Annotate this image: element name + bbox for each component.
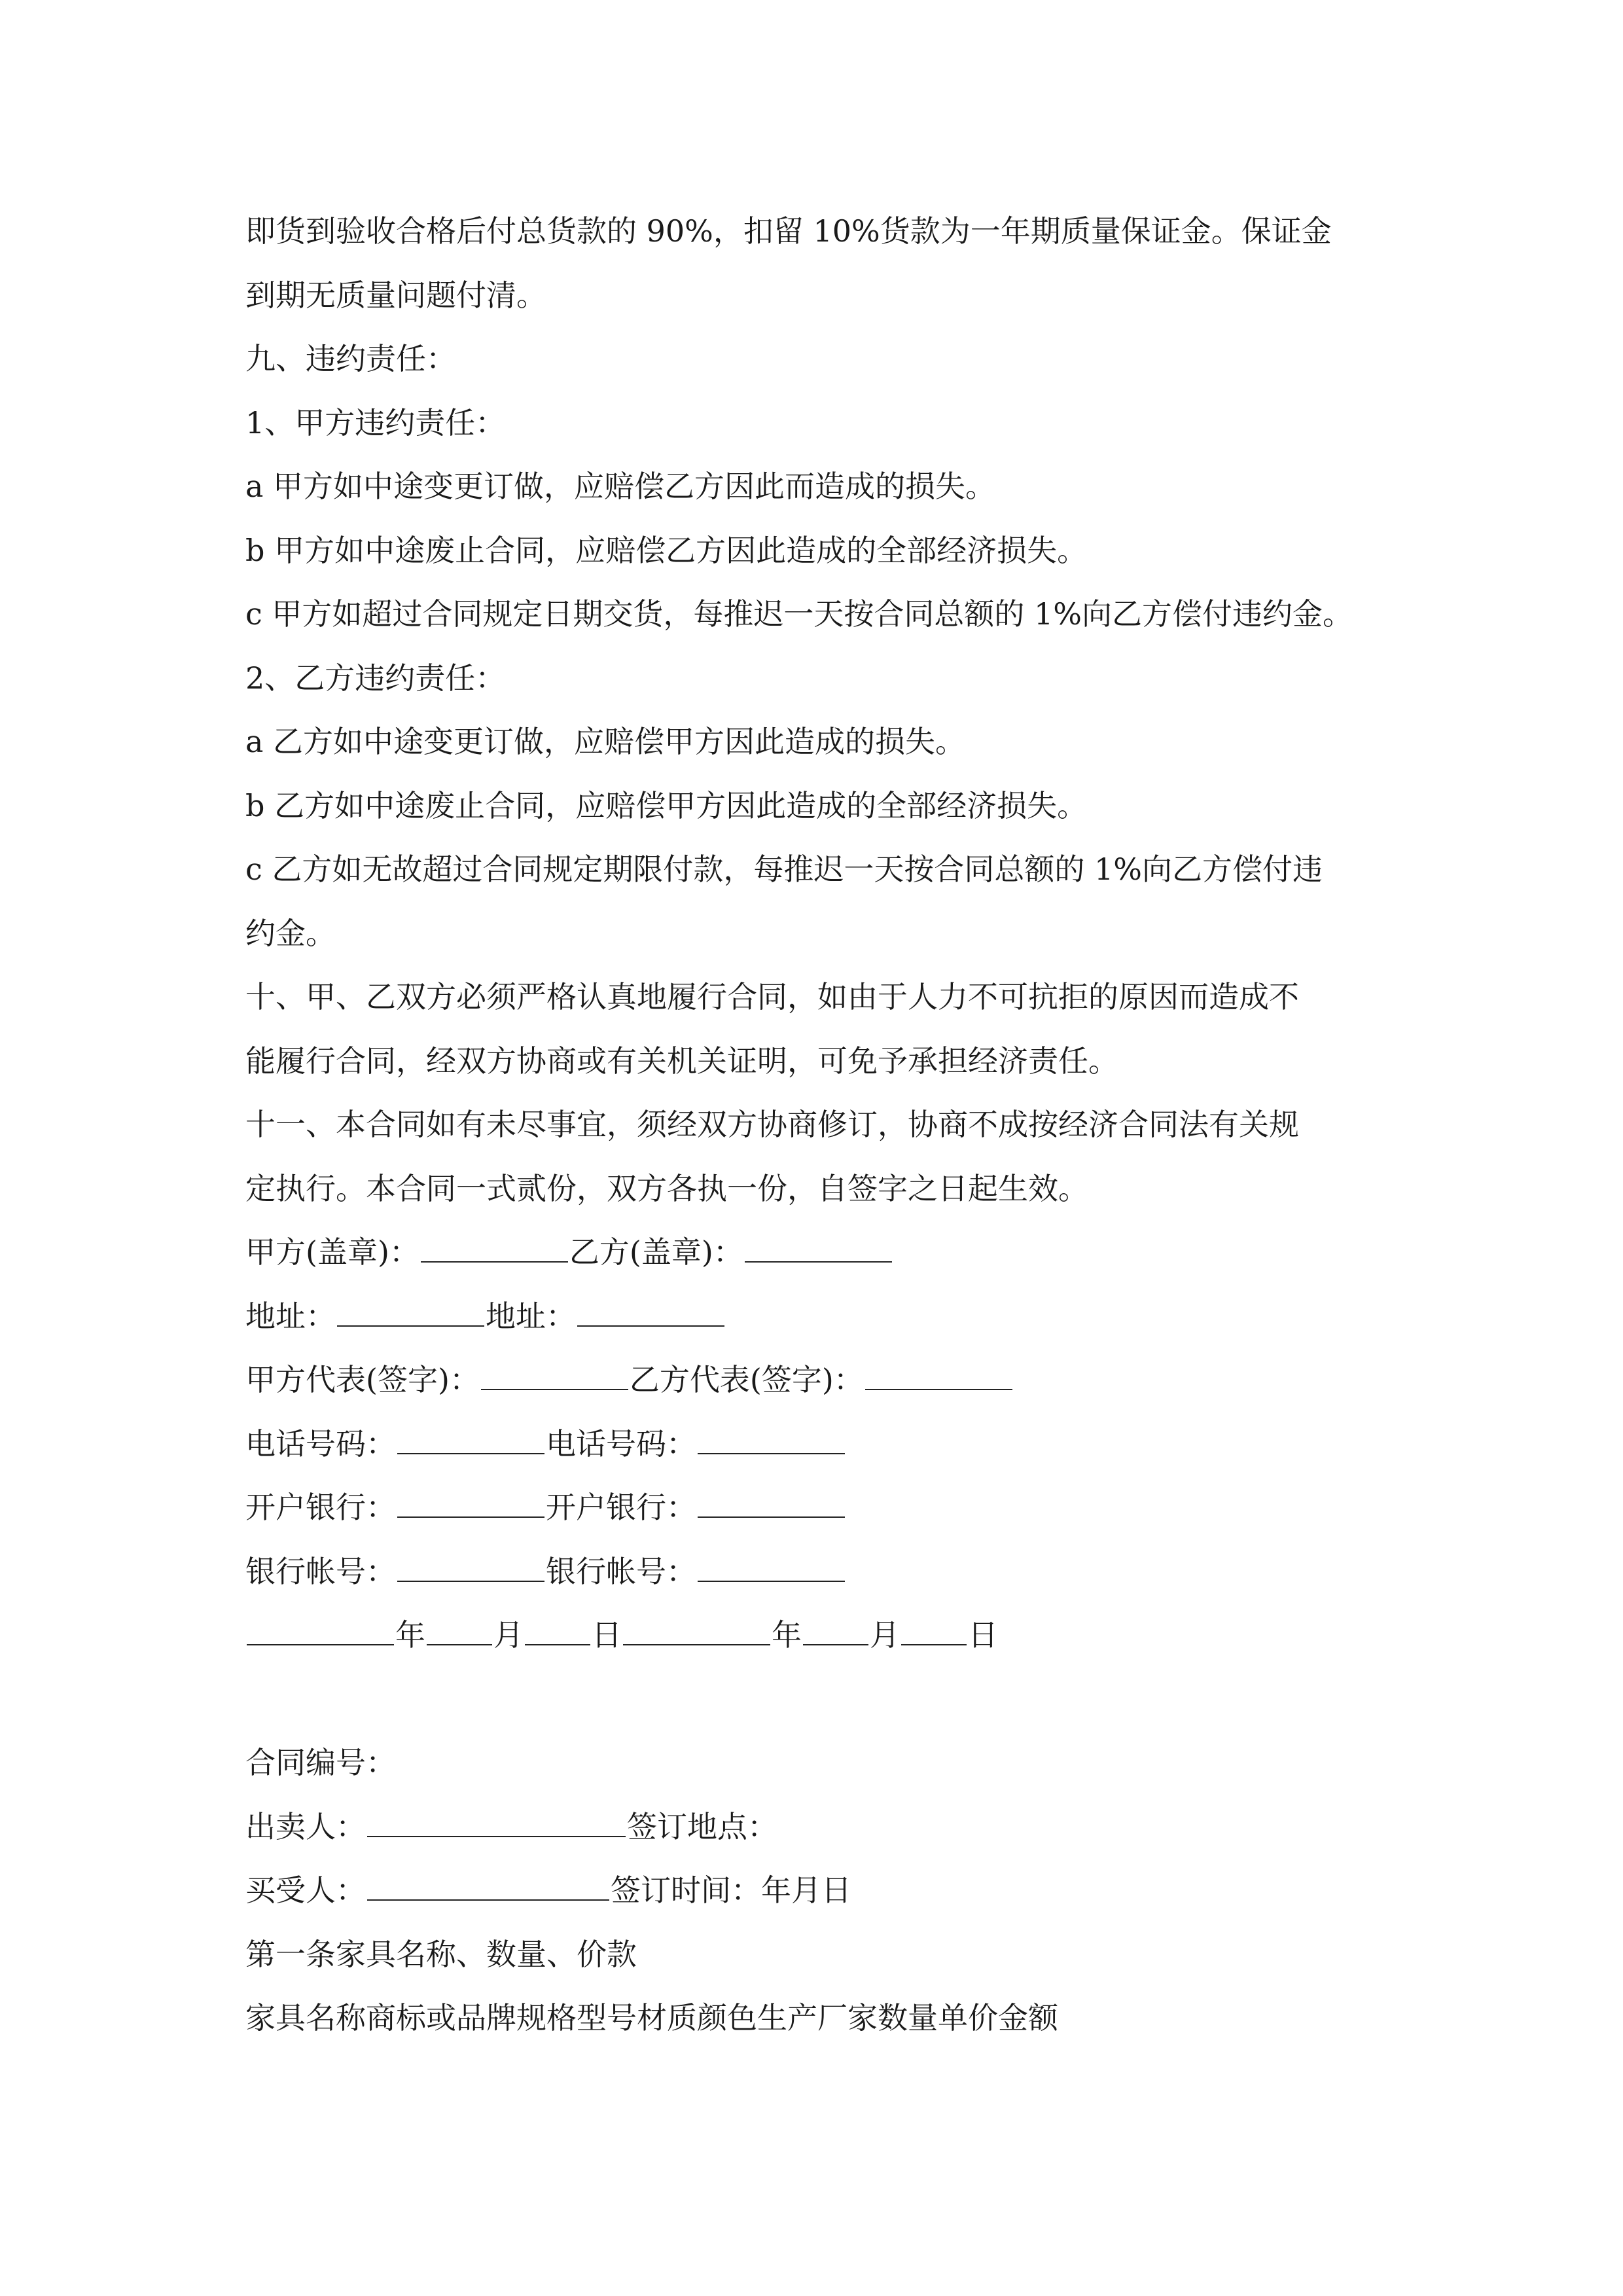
party-a-seal-blank[interactable] xyxy=(421,1232,568,1263)
party-b-seal-label: 乙方(盖章)： xyxy=(569,1234,743,1270)
sign-place-label: 签订地点： xyxy=(627,1808,777,1844)
furniture-table-headers: 家具名称商标或品牌规格型号材质颜色生产厂家数量单价金额 xyxy=(245,2000,1058,2036)
force-majeure-line-1: 十、甲、乙双方必须严格认真地履行合同，如由于人力不可抗拒的原因而造成不 xyxy=(245,979,1299,1014)
section-spacer xyxy=(245,1668,1397,1732)
rep-b-label: 乙方代表(签字)： xyxy=(629,1362,864,1397)
address-a-label: 地址： xyxy=(245,1298,336,1334)
account-a-label: 银行帐号： xyxy=(245,1553,396,1589)
month-b-label: 月 xyxy=(870,1617,900,1653)
month-b-blank[interactable] xyxy=(803,1615,868,1645)
day-b-blank[interactable] xyxy=(901,1615,967,1645)
party-a-seal-label: 甲方(盖章)： xyxy=(245,1234,419,1270)
rep-a-blank[interactable] xyxy=(481,1360,628,1390)
month-a-label: 月 xyxy=(493,1617,524,1653)
buyer-row xyxy=(245,1859,1397,1923)
party-b-clause-c-line-1: c 乙方如无故超过合同规定期限付款，每推迟一天按合同总额的 1%向乙方偿付违 xyxy=(245,852,1323,887)
phone-a-label: 电话号码： xyxy=(245,1426,396,1462)
party-b-seal-blank[interactable] xyxy=(745,1232,892,1263)
party-b-clause-b: b 乙方如中途废止合同，应赔偿甲方因此造成的全部经济损失。 xyxy=(245,787,1088,823)
signature-phone-row xyxy=(245,1412,1397,1477)
bank-b-blank[interactable] xyxy=(698,1488,845,1518)
sign-time-label: 签订时间：年月日 xyxy=(611,1873,851,1908)
seller-row xyxy=(245,1795,1397,1859)
seller-label: 出卖人： xyxy=(245,1808,366,1844)
address-a-blank[interactable] xyxy=(337,1297,484,1327)
account-b-label: 银行帐号： xyxy=(546,1553,696,1589)
signature-bank-row xyxy=(245,1476,1397,1540)
signature-rep-row xyxy=(245,1348,1397,1412)
bank-b-label: 开户银行： xyxy=(546,1490,696,1525)
buyer-blank[interactable] xyxy=(367,1871,609,1901)
day-b-label: 日 xyxy=(968,1617,998,1653)
party-b-clause-c-line-2: 约金。 xyxy=(245,915,336,951)
signature-account-row xyxy=(245,1540,1397,1604)
rep-b-blank[interactable] xyxy=(865,1360,1012,1390)
account-b-blank[interactable] xyxy=(698,1552,845,1582)
payment-terms-line-2: 到期无质量问题付清。 xyxy=(245,277,546,313)
article-one-heading: 第一条家具名称、数量、价款 xyxy=(245,1936,637,1972)
year-b-blank[interactable] xyxy=(623,1615,770,1645)
account-a-blank[interactable] xyxy=(397,1552,544,1582)
address-b-label: 地址： xyxy=(486,1298,576,1334)
year-a-blank[interactable] xyxy=(247,1615,394,1645)
bank-a-label: 开户银行： xyxy=(245,1490,396,1525)
misc-clause-line-2: 定执行。本合同一式贰份，双方各执一份，自签字之日起生效。 xyxy=(245,1170,1088,1206)
address-b-blank[interactable] xyxy=(577,1297,724,1327)
seller-blank[interactable] xyxy=(367,1807,626,1837)
party-a-clause-c: c 甲方如超过合同规定日期交货，每推迟一天按合同总额的 1%向乙方偿付违约金。 xyxy=(245,596,1353,632)
party-a-breach-heading: 1、甲方违约责任： xyxy=(245,404,506,440)
bank-a-blank[interactable] xyxy=(397,1488,544,1518)
day-a-blank[interactable] xyxy=(525,1615,590,1645)
phone-b-blank[interactable] xyxy=(698,1424,845,1454)
month-a-blank[interactable] xyxy=(427,1615,492,1645)
signature-date-row xyxy=(245,1604,1397,1668)
force-majeure-line-2: 能履行合同，经双方协商或有关机关证明，可免予承担经济责任。 xyxy=(245,1043,1118,1079)
day-a-label: 日 xyxy=(592,1617,622,1653)
party-b-clause-a: a 乙方如中途变更订做，应赔偿甲方因此造成的损失。 xyxy=(245,724,966,759)
party-a-clause-a: a 甲方如中途变更订做，应赔偿乙方因此而造成的损失。 xyxy=(245,469,996,504)
year-b-label: 年 xyxy=(772,1617,802,1653)
signature-address-row xyxy=(245,1285,1397,1349)
phone-a-blank[interactable] xyxy=(397,1424,544,1454)
phone-b-label: 电话号码： xyxy=(546,1426,696,1462)
contract-text xyxy=(245,200,1397,2051)
buyer-label: 买受人： xyxy=(245,1873,366,1908)
rep-a-label: 甲方代表(签字)： xyxy=(245,1362,480,1397)
payment-terms-line-1: 即货到验收合格后付总货款的 90%，扣留 10%货款为一年期质量保证金。保证金 xyxy=(245,213,1332,249)
party-a-clause-b: b 甲方如中途废止合同，应赔偿乙方因此造成的全部经济损失。 xyxy=(245,532,1088,568)
signature-seal-row xyxy=(245,1221,1397,1285)
year-a-label: 年 xyxy=(395,1617,425,1653)
misc-clause-line-1: 十一、本合同如有未尽事宜，须经双方协商修订，协商不成按经济合同法有关规 xyxy=(245,1107,1299,1142)
section-heading-breach: 九、违约责任： xyxy=(245,341,456,376)
contract-number-row: 合同编号： xyxy=(245,1745,396,1780)
party-b-breach-heading: 2、乙方违约责任： xyxy=(245,660,506,696)
